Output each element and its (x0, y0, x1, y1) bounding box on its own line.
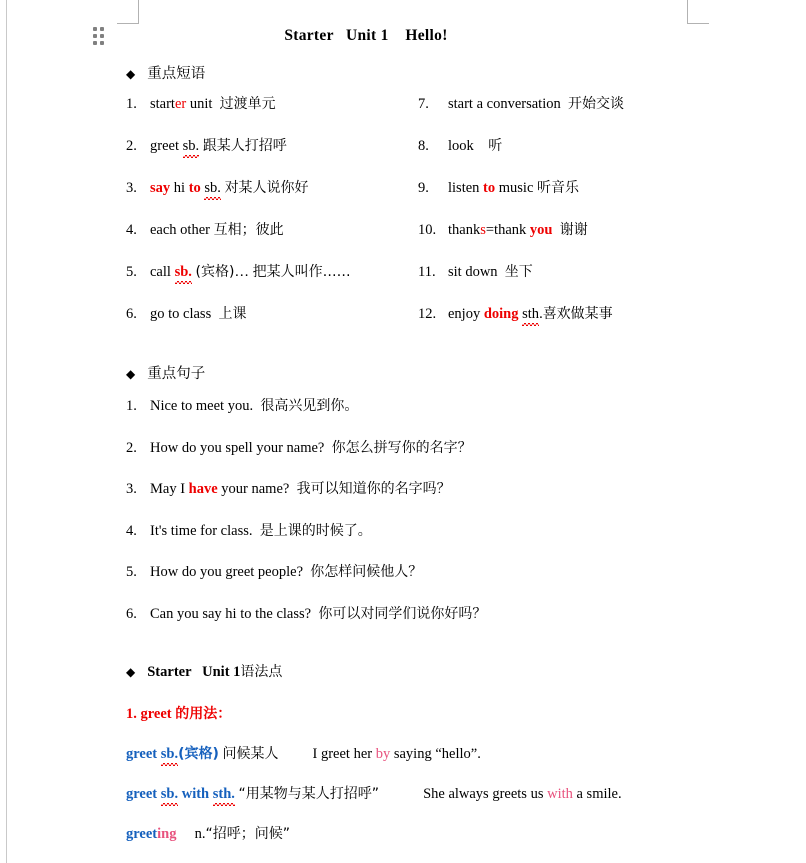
phrase-text (150, 261, 351, 281)
phrase-text (150, 303, 246, 323)
drag-dot (93, 27, 97, 31)
phrase-number: 12. (418, 306, 437, 322)
phrase-run-1: s (480, 222, 486, 238)
phrase-number: 7. (418, 96, 429, 112)
phrase-number: 4. (126, 222, 137, 238)
grammar-form-run-2: (宾格) (178, 746, 219, 762)
grammar-title-run-0: 1. greet (126, 706, 176, 722)
grammar-heading-cn: 语法点 (240, 664, 283, 680)
phrase-run-5: 把某人叫作…… (252, 264, 351, 280)
grammar-heading-en: Starter Unit 1 (147, 664, 241, 680)
sentence-run-0: Can you say hi to the class? (150, 605, 319, 622)
drag-handle[interactable] (93, 27, 104, 47)
section-heading-phrases (126, 45, 726, 83)
sentence-item (126, 395, 726, 437)
grammar-example-run-0: I greet her (312, 746, 376, 762)
sentence-run-1: 你怎么拼写你的名字？ (331, 439, 472, 456)
phrase-run-0: enjoy (448, 306, 484, 322)
phrase-run-0: each other (150, 222, 214, 238)
sentence-number: 4. (126, 522, 137, 539)
phrase-number: 2. (126, 138, 137, 154)
phrase-run-1: 听 (488, 138, 503, 154)
grammar-form-run-2 (176, 826, 194, 842)
section-heading-label: 重点句子 (147, 366, 206, 382)
sentence-list (126, 383, 726, 644)
phrase-item (418, 135, 726, 177)
grammar-title-run-1: 的用法： (175, 706, 232, 722)
page-title: Starter Unit 1 Hello! (284, 27, 448, 44)
phrase-number: 5. (126, 264, 137, 280)
sentence-run-3: 我可以知道你的名字吗？ (296, 481, 451, 497)
phrase-run-3: sth (522, 306, 540, 322)
phrase-number: 8. (418, 138, 429, 154)
grammar-example-run-0: She always greets us (423, 786, 548, 802)
phrase-run-1: hi (170, 180, 189, 196)
grammar-example-run-1: by (375, 746, 391, 762)
phrase-run-1: er (174, 96, 187, 112)
phrase-run-1: doing (483, 306, 519, 322)
phrase-text (448, 303, 613, 323)
phrase-run-3: 跟某人打招呼 (202, 138, 287, 154)
grammar-example (313, 746, 481, 763)
grammar-form-run-5: “用某物与某人打招呼” (238, 786, 380, 802)
phrase-run-0: start a conversation (448, 96, 568, 112)
phrase-item (126, 303, 418, 345)
sentence-item (126, 603, 726, 645)
grammar-form-run-0: greet (126, 746, 161, 762)
phrase-text (448, 135, 502, 155)
grammar-form-run-3: sth. (212, 786, 235, 802)
section-heading-sentences (126, 345, 726, 383)
sentence-item (126, 437, 726, 479)
phrase-number: 9. (418, 180, 429, 196)
phrase-run-0: go to class (150, 306, 219, 322)
grammar-form-run-1: sb. (160, 786, 179, 802)
grammar-example-run-2: a smile. (572, 786, 622, 802)
phrase-list (126, 83, 726, 345)
phrase-run-4: . (539, 306, 543, 322)
sentence-text (150, 395, 358, 415)
sentence-item (126, 520, 726, 562)
phrase-run-4: … (234, 264, 253, 280)
sentence-text (150, 520, 372, 540)
phrase-number: 10. (418, 222, 437, 238)
phrase-run-4: sb. (204, 180, 221, 196)
phrase-run-4 (552, 222, 559, 238)
phrase-run-3: 听音乐 (537, 180, 580, 196)
phrase-number: 3. (126, 180, 137, 196)
phrase-run-3: (宾格) (195, 264, 235, 280)
phrase-run-1: 开始交谈 (568, 96, 624, 112)
drag-dot (100, 34, 104, 38)
phrase-run-1: 互相；彼此 (213, 222, 284, 238)
drag-dot (93, 41, 97, 45)
sentence-text (150, 478, 451, 498)
phrase-text (448, 261, 533, 281)
sentence-item (126, 478, 726, 520)
phrase-text (150, 135, 287, 155)
phrase-run-0: thank (448, 222, 481, 238)
grammar-row (126, 803, 726, 843)
phrase-item (418, 177, 726, 219)
phrase-text (448, 93, 624, 113)
sentence-run-0: May I (150, 481, 189, 497)
phrase-item (126, 93, 418, 135)
phrase-number: 1. (126, 96, 137, 112)
document-page (8, 0, 806, 863)
grammar-form-run-1: ing (157, 826, 177, 842)
grammar-row (126, 763, 726, 803)
phrase-item (418, 93, 726, 135)
sentence-number: 5. (126, 564, 137, 580)
grammar-form-run-0: greet (126, 826, 158, 842)
phrase-run-0: say (150, 180, 171, 196)
grammar-row (126, 723, 726, 763)
grammar-form-run-4: “招呼；问候” (205, 826, 290, 842)
phrase-run-1: to (483, 180, 496, 196)
phrase-run-2: to (188, 180, 201, 196)
sentence-item (126, 561, 726, 603)
phrase-item (418, 261, 726, 303)
phrase-item (418, 219, 726, 261)
phrase-run-0: look (448, 138, 489, 154)
grammar-row-list (126, 723, 726, 843)
phrase-item (126, 135, 418, 177)
sentence-text (150, 437, 472, 457)
phrase-run-0: greet (150, 138, 183, 154)
phrase-item (418, 303, 726, 345)
phrase-run-0: call (150, 264, 175, 280)
sentence-run-1: 你怎样问候他人？ (310, 564, 423, 580)
drag-dot (100, 27, 104, 31)
phrase-item (126, 261, 418, 303)
grammar-example (423, 786, 622, 803)
grammar-form-run-0: greet (126, 786, 161, 802)
phrase-run-1: sb. (182, 138, 200, 154)
sentence-run-1: have (188, 481, 218, 497)
sentence-run-0: It's time for class. (150, 522, 260, 539)
grammar-example-run-2: saying “hello”. (390, 746, 481, 762)
sentence-run-0: How do you greet people? (150, 564, 311, 580)
phrase-text (448, 177, 579, 197)
phrase-text (150, 219, 284, 239)
phrase-run-5: 喜欢做某事 (542, 306, 613, 322)
phrase-number: 11. (418, 264, 436, 280)
phrase-run-1: sb. (174, 264, 192, 280)
grammar-example-run-1: with (547, 786, 573, 802)
phrase-run-0: start (150, 96, 175, 112)
grammar-subtitle (126, 681, 726, 723)
section-heading-grammar (126, 644, 726, 681)
phrase-item (126, 219, 418, 261)
phrase-run-5: 谢谢 (559, 222, 588, 238)
drag-dot (93, 34, 97, 38)
grammar-form (126, 823, 290, 843)
phrase-run-1: 坐下 (504, 264, 533, 280)
phrase-run-1: 上课 (218, 306, 247, 322)
grammar-form (126, 783, 379, 803)
grammar-form-run-4: 问候某人 (222, 746, 279, 762)
phrase-run-6: 对某人说你好 (224, 180, 309, 196)
sentence-text (150, 561, 422, 581)
sentence-number: 6. (126, 605, 137, 622)
sentence-run-1: 你可以对同学们说你好吗？ (318, 605, 487, 622)
sentence-number: 3. (126, 481, 137, 497)
sentence-run-0: Nice to meet you. (150, 398, 261, 414)
sentence-number: 2. (126, 439, 137, 456)
sentence-run-0: How do you spell your name? (150, 439, 332, 456)
phrase-run-2: unit (186, 96, 220, 112)
grammar-form-run-3: n. (194, 826, 206, 842)
phrase-number: 6. (126, 306, 137, 322)
phrase-run-2: music (495, 180, 538, 196)
grammar-form (126, 743, 279, 763)
document-body (126, 0, 726, 843)
sentence-number: 1. (126, 398, 137, 414)
drag-dot (100, 41, 104, 45)
phrase-text (150, 177, 309, 197)
phrase-run-3: you (529, 222, 553, 238)
phrase-run-0: listen (448, 180, 484, 196)
diamond-bullet-icon: ◆ (126, 665, 136, 679)
phrase-text (448, 219, 588, 239)
sentence-run-1: 是上课的时候了。 (259, 522, 372, 539)
phrase-run-2: =thank (485, 222, 530, 238)
sentence-run-1: 很高兴见到你。 (260, 398, 359, 414)
page-edge-line (6, 0, 7, 863)
diamond-bullet-icon: ◆ (126, 367, 136, 381)
grammar-form-run-1: sb. (160, 746, 179, 762)
section-heading-label: 重点短语 (147, 66, 206, 82)
phrase-run-3: 过渡单元 (219, 96, 276, 112)
diamond-bullet-icon: ◆ (126, 67, 136, 81)
phrase-item (126, 177, 418, 219)
sentence-run-2: your name? (217, 481, 297, 497)
sentence-text (150, 603, 486, 623)
phrase-text (150, 93, 276, 113)
grammar-form-run-2: with (178, 786, 213, 802)
phrase-run-0: sit down (448, 264, 505, 280)
